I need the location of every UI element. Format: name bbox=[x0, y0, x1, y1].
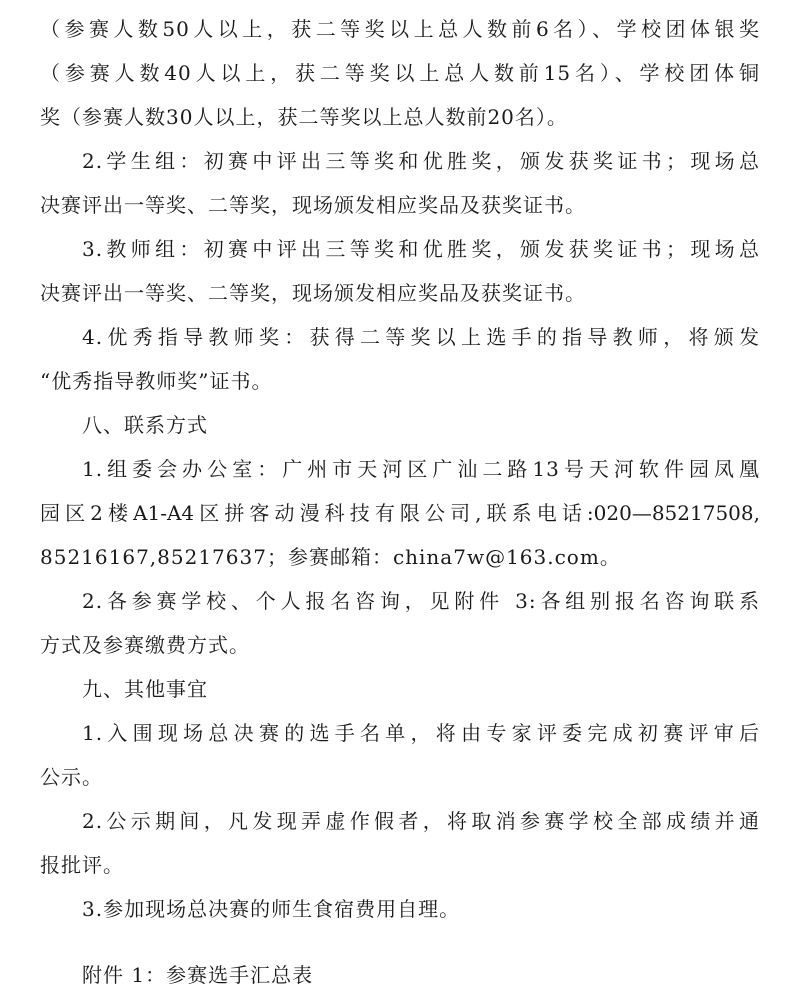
publicity-period-line-cont: 报批评。 bbox=[40, 853, 124, 877]
student-group-line-cont: 决赛评出一等奖、二等奖，现场颁发相应奖品及获奖证书。 bbox=[40, 193, 586, 217]
registration-inquiry-line: 2.各参赛学校、个人报名咨询，见附件 3:各组别报名咨询联系 bbox=[82, 589, 760, 613]
teacher-group-line: 3.教师组：初赛中评出三等奖和优胜奖，颁发获奖证书；现场总 bbox=[82, 237, 760, 261]
student-group-line: 2.学生组：初赛中评出三等奖和优胜奖，颁发获奖证书；现场总 bbox=[82, 149, 760, 173]
mentor-award-line: 4.优秀指导教师奖：获得二等奖以上选手的指导教师，将颁发 bbox=[82, 325, 760, 349]
attachment-link[interactable]: 附件 1：参赛选手汇总表 bbox=[82, 963, 314, 987]
mentor-award-line-cont: “优秀指导教师奖”证书。 bbox=[40, 369, 273, 393]
registration-inquiry-line-cont: 方式及参赛缴费方式。 bbox=[40, 633, 250, 657]
finalist-list-line: 1.入围现场总决赛的选手名单，将由专家评委完成初赛评审后 bbox=[82, 721, 760, 745]
section-heading-other: 九、其他事宜 bbox=[82, 677, 208, 701]
award-bronze-line-cont: 奖（参赛人数30人以上，获二等奖以上总人数前20名）。 bbox=[40, 105, 568, 129]
section-heading-contact: 八、联系方式 bbox=[82, 413, 208, 437]
expenses-line: 3.参加现场总决赛的师生食宿费用自理。 bbox=[82, 897, 461, 921]
finalist-list-line-cont: 公示。 bbox=[40, 765, 103, 789]
award-bronze-line: （参赛人数40人以上，获二等奖以上总人数前15名）、学校团体铜 bbox=[40, 61, 760, 85]
office-address-line-cont: 园区2楼A1-A4区拼客动漫科技有限公司,联系电话:020—85217508, bbox=[40, 501, 760, 525]
publicity-period-line: 2.公示期间，凡发现弄虚作假者，将取消参赛学校全部成绩并通 bbox=[82, 809, 760, 833]
office-address-line: 1.组委会办公室：广州市天河区广汕二路13号天河软件园凤凰 bbox=[82, 457, 760, 481]
award-silver-line: （参赛人数50人以上，获二等奖以上总人数前6名）、学校团体银奖 bbox=[40, 17, 760, 41]
contact-email-line: 85216167,85217637；参赛邮箱：china7w@163.com。 bbox=[40, 545, 621, 569]
teacher-group-line-cont: 决赛评出一等奖、二等奖，现场颁发相应奖品及获奖证书。 bbox=[40, 281, 586, 305]
